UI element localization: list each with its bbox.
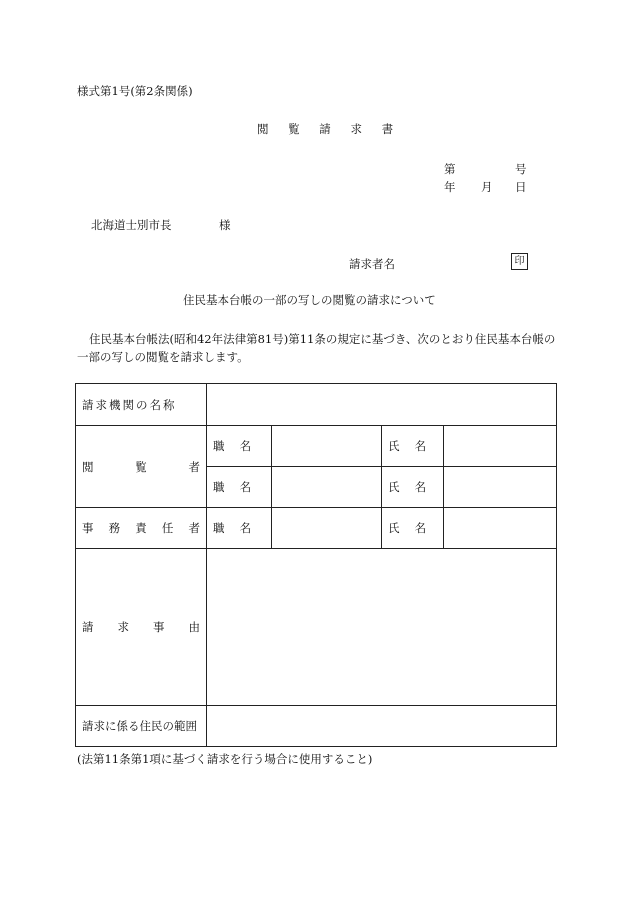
label-job-title: 職 名 bbox=[207, 508, 272, 549]
label-char: 覧 bbox=[135, 459, 147, 474]
label-name: 氏 名 bbox=[382, 508, 444, 549]
row-reason bbox=[76, 549, 557, 706]
label-viewer bbox=[76, 426, 207, 508]
form-number: 様式第1号(第2条関係) bbox=[77, 84, 193, 98]
field-viewer-2-job-title[interactable] bbox=[272, 467, 382, 508]
usage-note: (法第11条第1項に基づく請求を行う場合に使用すること) bbox=[77, 752, 373, 766]
request-body bbox=[77, 330, 557, 366]
label-char: 事 bbox=[82, 521, 94, 535]
honorific: 様 bbox=[219, 218, 231, 232]
date-day: 日 bbox=[515, 180, 527, 194]
doc-number-prefix: 第 bbox=[444, 162, 456, 176]
label-requesting-org: 請求機関の名称 bbox=[76, 384, 207, 426]
label-responsible bbox=[76, 508, 207, 549]
document-title: 閲 覧 請 求 書 bbox=[257, 122, 402, 136]
request-body-text: 住民基本台帳法(昭和42年法律第81号)第11条の規定に基づき、次のとおり住民基本台帳の一部の写しの閲覧を請求します。 bbox=[77, 332, 556, 364]
date-month: 月 bbox=[481, 180, 493, 194]
addressee: 北海道士別市長 bbox=[91, 218, 172, 232]
label-char: 任 bbox=[161, 521, 174, 535]
label-job-title: 職 名 bbox=[207, 467, 272, 508]
label-char: 事 bbox=[153, 620, 165, 634]
label-viewer-text bbox=[82, 459, 200, 475]
label-char: 閲 bbox=[82, 459, 94, 474]
subject-line: 住民基本台帳の一部の写しの閲覧の請求について bbox=[183, 293, 436, 307]
label-scope: 請求に係る住民の範囲 bbox=[76, 706, 207, 747]
row-responsible bbox=[76, 508, 557, 549]
field-viewer-1-name[interactable] bbox=[444, 426, 557, 467]
request-form-table bbox=[75, 383, 557, 747]
label-name: 氏 名 bbox=[382, 467, 444, 508]
label-char: 者 bbox=[188, 459, 200, 474]
doc-number-suffix: 号 bbox=[515, 162, 527, 176]
label-reason bbox=[76, 549, 207, 706]
label-char: 責 bbox=[135, 521, 147, 535]
date-year: 年 bbox=[444, 180, 456, 194]
requester-name-label: 請求者名 bbox=[349, 257, 395, 271]
field-viewer-2-name[interactable] bbox=[444, 467, 557, 508]
label-char: 請 bbox=[82, 620, 94, 634]
label-name: 氏 名 bbox=[382, 426, 444, 467]
field-viewer-1-job-title[interactable] bbox=[272, 426, 382, 467]
label-responsible-text bbox=[82, 520, 200, 536]
seal-mark: 印 bbox=[511, 253, 528, 270]
label-char: 務 bbox=[108, 521, 121, 535]
row-requesting-org bbox=[76, 384, 557, 426]
field-responsible-name[interactable] bbox=[444, 508, 557, 549]
row-viewer-1 bbox=[76, 426, 557, 467]
label-char: 者 bbox=[188, 521, 200, 535]
field-requesting-org[interactable] bbox=[207, 384, 557, 426]
label-char: 求 bbox=[117, 620, 129, 634]
label-reason-text bbox=[82, 619, 200, 635]
row-scope bbox=[76, 706, 557, 747]
label-char: 由 bbox=[188, 620, 200, 634]
field-responsible-job-title[interactable] bbox=[272, 508, 382, 549]
label-job-title: 職 名 bbox=[207, 426, 272, 467]
field-reason[interactable] bbox=[207, 549, 557, 706]
field-scope[interactable] bbox=[207, 706, 557, 747]
